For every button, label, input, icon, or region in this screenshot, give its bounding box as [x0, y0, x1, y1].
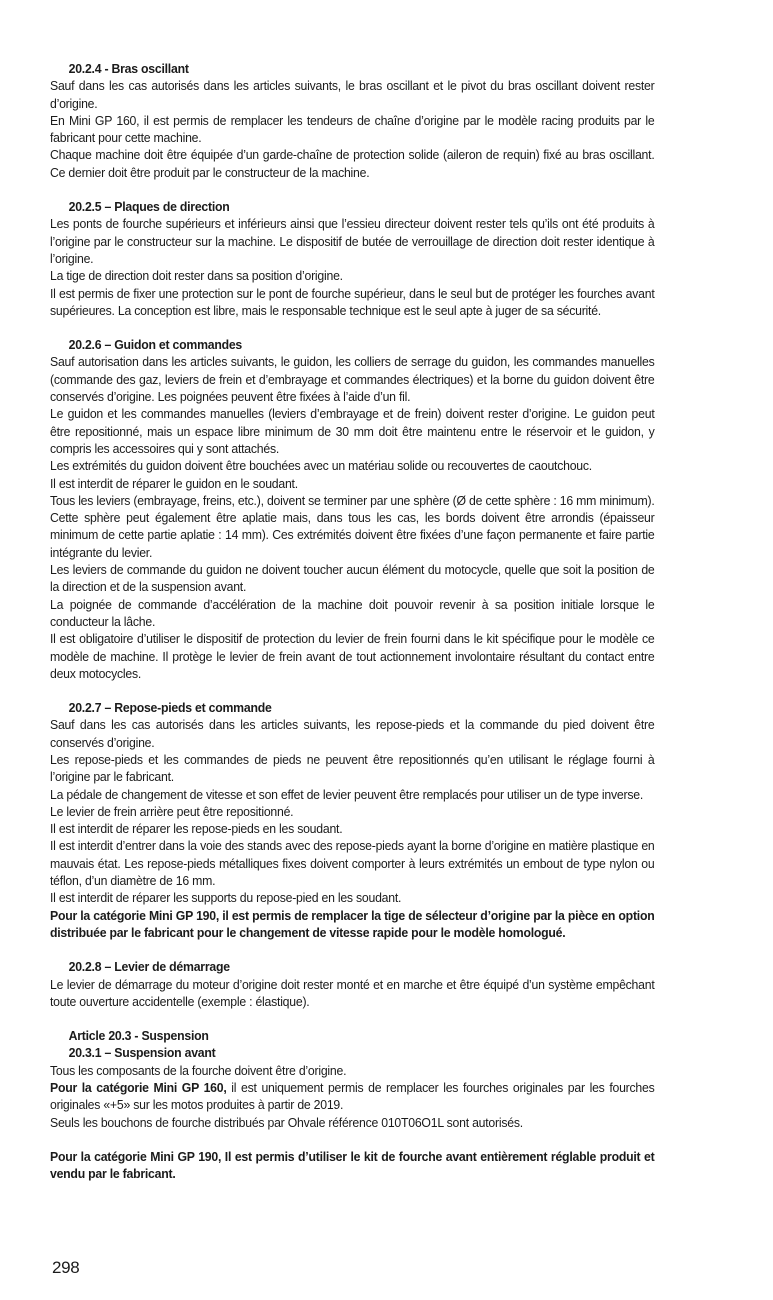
- paragraph: En Mini GP 160, il est permis de remplacer les tendeurs de chaîne d’origine par le modèle racing produits par le fabricant pour cette machine.: [50, 112, 655, 146]
- paragraph: La poignée de commande d’accélération de la machine doit pouvoir revenir à sa position initiale lorsque le conducteur la lâche.: [50, 596, 655, 629]
- section-heading: Article 20.3 - Suspension: [68, 1028, 209, 1044]
- paragraph-lead: Pour la catégorie Mini GP 160,: [50, 1080, 227, 1096]
- paragraph: Les ponts de fourche supérieurs et inférieurs ainsi que l’essieu directeur doivent rester tels qu’ils ont été produits à l’origine par le constructeur sur la machine. Le dispositif de butée de verrouillage de direction doit rester identique à l’origine.: [50, 216, 655, 266]
- section: [50, 336, 655, 682]
- paragraph: Sauf dans les cas autorisés dans les articles suivants, le bras oscillant et le pivot du bras oscillant doivent rester d’origine.: [50, 78, 655, 111]
- paragraph: Il est interdit de réparer les repose-pieds en les soudant.: [50, 821, 343, 837]
- paragraph: Seuls les bouchons de fourche distribués par Ohvale référence 010T06O1L sont autorisés.: [50, 1114, 523, 1130]
- paragraph: Tous les composants de la fourche doivent être d’origine.: [50, 1062, 347, 1078]
- section: [50, 1027, 655, 1131]
- paragraph: Il est obligatoire d’utiliser le dispositif de protection du levier de frein fourni dans le kit spécifique pour le modèle ce modèle de machine. Il protège le levier de frein avant de tout actionnement involontaire résultant du contact entre deux motocycles.: [50, 631, 655, 681]
- page-number: 298: [52, 1258, 80, 1277]
- paragraph: Sauf autorisation dans les articles suivants, le guidon, les colliers de serrage du guidon, les commandes manuelles (commande des gaz, leviers de frein et d’embrayage et commandes électriques) et la borne du guidon doivent être conservés d’origine. Les poignées peuvent être fixées à l’aide d’un fil.: [50, 354, 655, 405]
- section: [50, 699, 655, 941]
- section: [50, 958, 655, 1010]
- paragraph: Pour la catégorie Mini GP 190, il est permis de remplacer la tige de sélecteur d’origine par la pièce en option distribuée par le fabricant pour le changement de vitesse rapide pour le modèle homologué.: [50, 907, 655, 940]
- section: [50, 198, 655, 319]
- paragraph: Le levier de frein arrière peut être repositionné.: [50, 803, 294, 819]
- paragraph: Tous les leviers (embrayage, freins, etc.), doivent se terminer par une sphère (Ø de cette sphère : 16 mm minimum). Cette sphère peut également être aplatie mais, dans tous les cas, les bords doivent être arrondis (épaisseur minimum de cette partie aplatie : 14 mm). Ces extrémités doivent être fixées d’une façon permanente et faire partie intégrante du levier.: [50, 492, 655, 560]
- paragraph: Les repose-pieds et les commandes de pieds ne peuvent être repositionnés qu’en utilisant le réglage fourni à l’origine par le fabricant.: [50, 751, 655, 785]
- paragraph: Les extrémités du guidon doivent être bouchées avec un matériau solide ou recouvertes de caoutchouc.: [50, 458, 592, 474]
- section-heading: 20.2.6 – Guidon et commandes: [68, 337, 243, 353]
- section-heading: 20.2.4 - Bras oscillant: [68, 61, 189, 76]
- paragraph: Sauf dans les cas autorisés dans les articles suivants, les repose-pieds et la commande du pied doivent être conservés d’origine.: [50, 717, 655, 750]
- section-heading: 20.2.7 – Repose-pieds et commande: [68, 700, 272, 716]
- paragraph: Le levier de démarrage du moteur d’origine doit rester monté et en marche et être équipé d’un système empêchant toute ouverture accidentelle (exemple : élastique).: [50, 976, 655, 1009]
- paragraph: La pédale de changement de vitesse et son effet de levier peuvent être remplacés pour utiliser un de type inverse.: [50, 786, 644, 802]
- paragraph: Il est permis de fixer une protection sur le pont de fourche supérieur, dans le seul but de protéger les fourches avant supérieures. La conception est libre, mais le responsable technique est le seul apte à juger de sa sécurité.: [50, 285, 655, 318]
- paragraph: La tige de direction doit rester dans sa position d’origine.: [50, 268, 343, 284]
- section: [50, 60, 655, 181]
- paragraph: Le guidon et les commandes manuelles (leviers d’embrayage et de frein) doivent rester d’origine. Le guidon peut être repositionné, mais un espace libre minimum de 30 mm doit être maintenu entre le réservoir et le guidon, y compris les accessoires qui y sont attachés.: [50, 406, 655, 456]
- paragraph: Chaque machine doit être équipée d’un garde-chaîne de protection solide (aileron de requin) fixé au bras oscillant. Ce dernier doit être produit par le constructeur de la machine.: [50, 147, 655, 180]
- paragraph: Pour la catégorie Mini GP 190, Il est permis d’utiliser le kit de fourche avant entièrement réglable produit et vendu par le fabricant.: [50, 1148, 655, 1182]
- paragraph: Il est interdit d’entrer dans la voie des stands avec des repose-pieds ayant la borne d’origine en matière plastique en mauvais état. Les repose-pieds métalliques fixes doivent comporter à leurs extrémités un embout de type nylon ou téflon, d’un diamètre de 16 mm.: [50, 838, 655, 889]
- section-heading: 20.2.5 – Plaques de direction: [68, 199, 230, 215]
- paragraph: Il est interdit de réparer le guidon en le soudant.: [50, 475, 298, 491]
- document-body: [50, 60, 655, 1200]
- paragraph-text: il est uniquement permis de remplacer les fourches originales par les fourches originales «+5» sur les motos produites à partir de 2019.: [50, 1080, 655, 1113]
- section: [50, 1148, 655, 1183]
- paragraph: Les leviers de commande du guidon ne doivent toucher aucun élément du motocycle, quelle que soit la position de la direction et de la suspension avant.: [50, 562, 655, 595]
- paragraph: [50, 1079, 655, 1114]
- section-heading: 20.2.8 – Levier de démarrage: [68, 959, 230, 975]
- section-subheading: 20.3.1 – Suspension avant: [68, 1045, 216, 1061]
- paragraph: Il est interdit de réparer les supports du repose-pied en les soudant.: [50, 890, 402, 906]
